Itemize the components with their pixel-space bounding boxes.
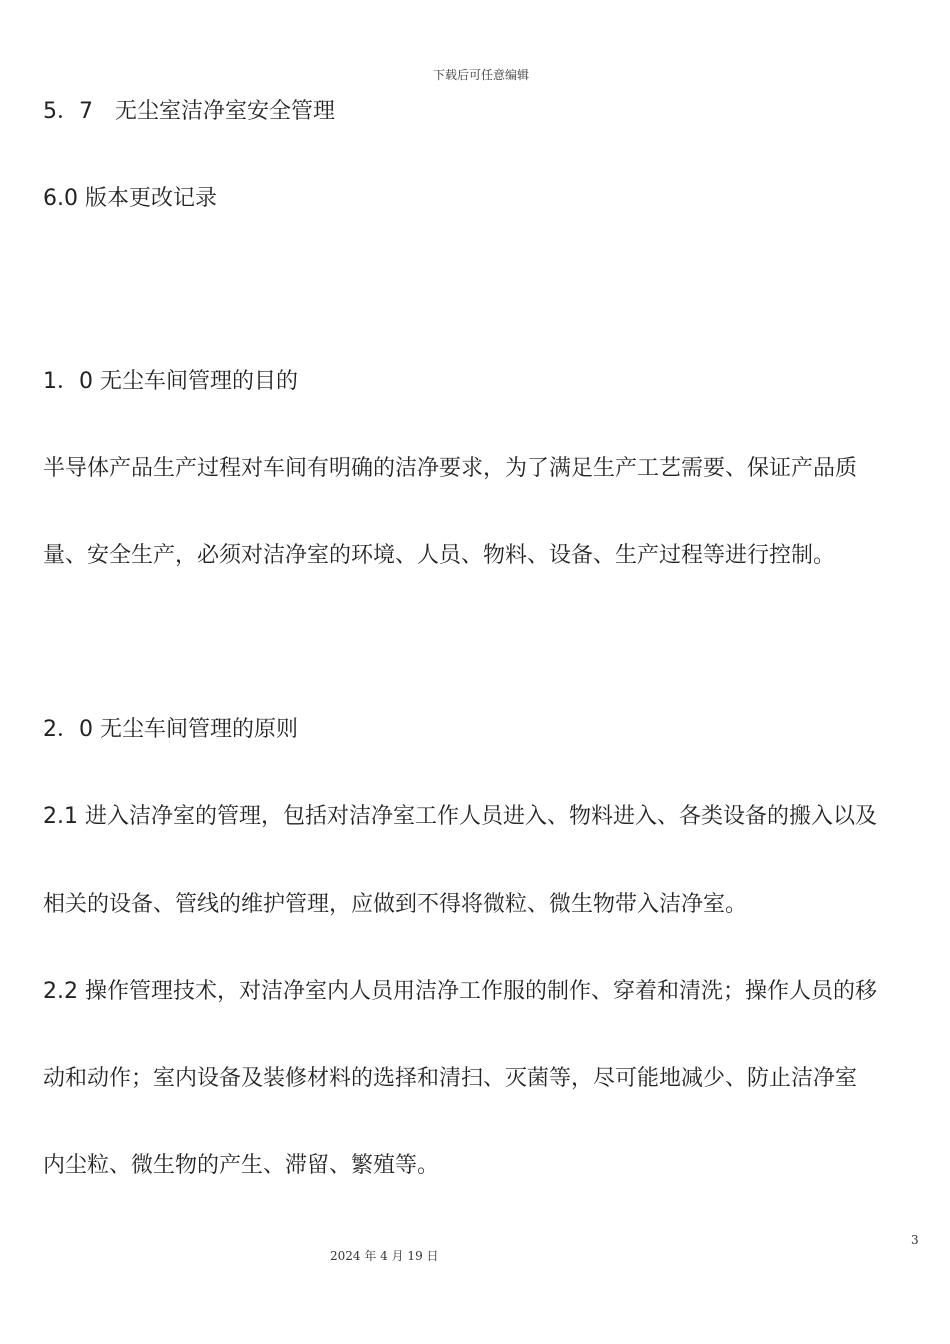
paragraph-line: 半导体产品生产过程对车间有明确的洁净要求，为了满足生产工艺需要、保证产品质: [43, 456, 858, 481]
paragraph-line: 2.2 操作管理技术，对洁净室内人员用洁净工作服的制作、穿着和清洗；操作人员的移: [43, 979, 877, 1004]
toc-item-6-0: 6.0 版本更改记录: [43, 186, 217, 211]
header-note: 下载后可任意编辑: [432, 68, 529, 82]
toc-item-5-7: 5．7 无尘室洁净室安全管理: [43, 99, 335, 124]
paragraph-line: 量、安全生产，必须对洁净室的环境、人员、物料、设备、生产过程等进行控制。: [43, 543, 836, 568]
paragraph-line: 动和动作；室内设备及装修材料的选择和清扫、灭菌等，尽可能地减少、防止洁净室: [43, 1066, 858, 1091]
section-heading-purpose: 1．0 无尘车间管理的目的: [43, 369, 298, 394]
paragraph-line: 2.1 进入洁净室的管理，包括对洁净室工作人员进入、物料进入、各类设备的搬入以及: [43, 804, 877, 829]
paragraph-line: 内尘粒、微生物的产生、滞留、繁殖等。: [43, 1153, 440, 1178]
page-number: 3: [911, 1233, 919, 1247]
section-heading-principles: 2．0 无尘车间管理的原则: [43, 717, 298, 742]
paragraph-line: 相关的设备、管线的维护管理，应做到不得将微粒、微生物带入洁净室。: [43, 892, 748, 917]
footer-date: 2024 年 4 月 19 日: [330, 1249, 439, 1263]
